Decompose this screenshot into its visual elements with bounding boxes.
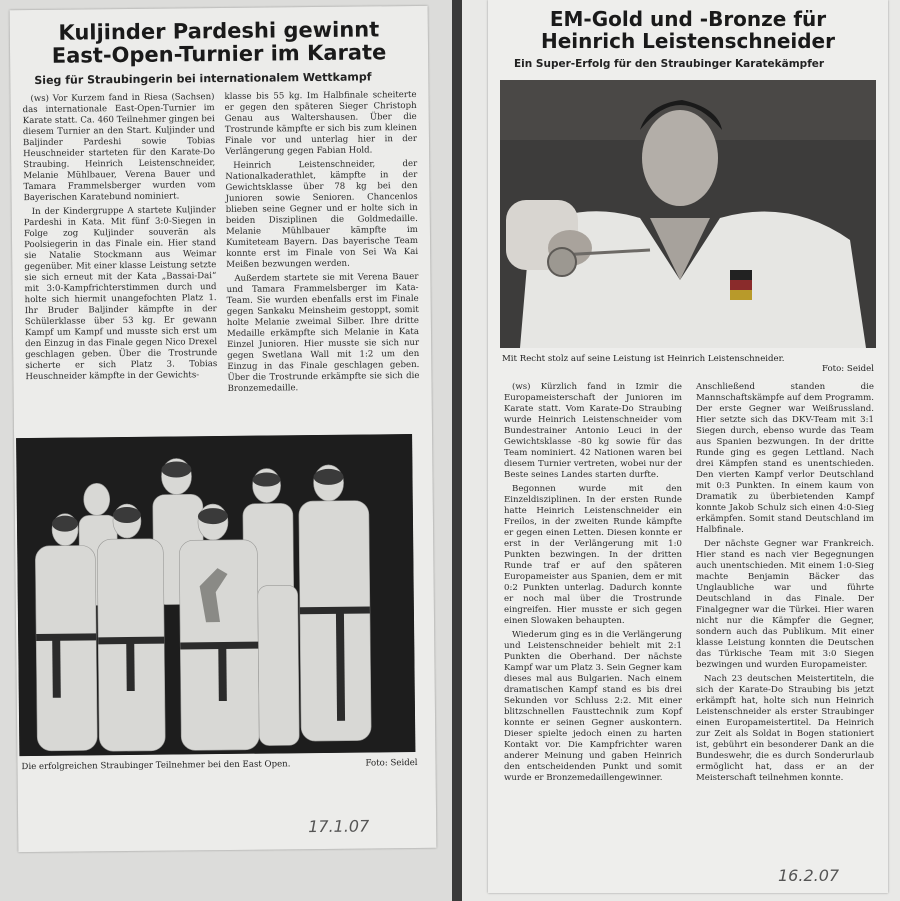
right-col1-paragraph: Begonnen wurde mit den Einzeldisziplinen. In der ersten Runde hatte Heinrich Leistenschneider ein Freilos, in der zweiten Runde kämpfte er gegen einen Letten. Diesen konnte er erst in der Verlängerung mit 1:0 Punkten bezwingen. In der dritten Runde traf er auf den späteren Europameister aus Spanien, dem er mit 0:2 Punkten unterlag. Dadurch konnte er noch mal über die Trostrunde eingreifen. Hier musste er sich gegen einen Slowaken behaupten. bbox=[504, 484, 682, 626]
team-photo bbox=[16, 434, 415, 756]
left-column-1 bbox=[22, 92, 217, 424]
right-col1-paragraph: (ws) Kürzlich fand in Izmir die Europameisterschaft der Junioren im Karate statt. Vom Karate-Do Straubing wurde Heinrich Leistenschneider vom Bundestrainer Antonio Leuci in der Gewichtsklasse -80 kg sowie für das Team nominiert. 42 Nationen waren bei diesem Turnier vertreten, wobei nur der Beste seines Landes starten durfte. bbox=[504, 382, 682, 480]
left-column-2 bbox=[224, 90, 419, 422]
right-col2-paragraph: Anschließend standen die Mannschaftskämpfe auf dem Programm. Der erste Gegner war Weißrussland. Hier setzte sich das DKV-Team mit 3:1 Siegen durch, ebenso wurde das Team aus Spanien bezwungen. In der dritte Runde ging es gegen Lettland. Nach drei Kämpfen stand es unentschieden. Den vierten Kampf verlor Deutschland mit 0:3 Punkten. In einem kaum von Dramatik zu überbietenden Kampf konnte Jakob Schulz sich einen 4:0-Sieg erkämpfen. Somit stand Deutschland im Halbfinale. bbox=[696, 382, 874, 535]
right-headline-line2: Heinrich Leistenschneider bbox=[540, 29, 835, 53]
right-newspaper-clipping bbox=[488, 0, 888, 893]
left-col2-paragraph: Heinrich Leistenschneider, der Nationalkaderathlet, kämpfte in der Gewichtsklasse über 78 kg bei den Junioren sowie Senioren. Chancenlos blieben seine Gegner und er holte sich in beiden Disziplinen die Goldmedaille. Melanie Mühlbauer kämpfte im Kumiteteam Bayern. Das bayerische Team konnte erst im Finale von Sei Wa Kai Meißen bezwungen werden. bbox=[225, 158, 419, 270]
right-column-2 bbox=[696, 382, 874, 882]
left-handwritten-date: 17.1.07 bbox=[308, 816, 370, 837]
right-caption-text: Mit Recht stolz auf seine Leistung ist Heinrich Leistenschneider. bbox=[502, 354, 785, 364]
left-headline-line2: East-Open-Turnier im Karate bbox=[51, 40, 387, 68]
left-article-body bbox=[22, 90, 419, 424]
left-col2-paragraph: klasse bis 55 kg. Im Halbfinale scheiterte er gegen den späteren Sieger Christoph Genau aus Waltershausen. Über die Trostrunde kämpfte er sich bis zum kleinen Finale vor und unterlag hier in der Verlängerung gegen Fabian Hold. bbox=[224, 89, 418, 157]
right-col2-paragraph: Der nächste Gegner war Frankreich. Hier stand es nach vier Begegnungen auch unentschieden. Mit einem 1:0-Sieg machte Benjamin Bäcker das Unglaubliche war und führte Deutschland in das Finale. Der Finalgegner war die Türkei. Hier waren nicht nur die Kämpfer die Gegner, sondern auch das Publikum. Mit einer klasse Leistung konnten die Deutschen das Türkische Team mit 3:0 Siegen bezwingen und wurden Europameister. bbox=[696, 539, 874, 670]
right-headline bbox=[488, 8, 888, 52]
right-headline-line1: EM-Gold und -Bronze für bbox=[549, 7, 827, 31]
left-headline bbox=[10, 18, 428, 68]
right-column-1 bbox=[504, 382, 682, 882]
right-col2-paragraph: Nach 23 deutschen Meistertiteln, die sich der Karate-Do Straubing bis jetzt erkämpft hat, holte sich nun Heinrich Leistenschneider als erster Straubinger einen Europameistertitel. Da Heinrich zur Zeit als Soldat in Bogen stationiert ist, gebührt ein besonderer Dank an die Bundeswehr, die es durch Sonderurlaub ermöglicht hat, dass er an der Meisterschaft teilnehmen konnte. bbox=[696, 674, 874, 783]
right-article-body bbox=[504, 382, 874, 882]
athlete-photo-graphic bbox=[500, 80, 876, 348]
athlete-photo-caption bbox=[502, 354, 874, 374]
left-newspaper-clipping bbox=[10, 6, 437, 852]
left-headline-line1: Kuljinder Pardeshi gewinnt bbox=[58, 17, 380, 45]
team-photo-caption bbox=[21, 758, 417, 772]
left-col1-paragraph: (ws) Vor Kurzem fand in Riesa (Sachsen) das internationale East-Open-Turnier im Karate statt. Ca. 460 Teilnehmer gingen bei diesem Turnier an den Start. Kuljinder und Baljinder Pardeshi sowie Tobias Heuschneider starteten für den Karate-Do Straubing. Heinrich Leistenschneider, Melanie Mühlbauer, Verena Bauer und Tamara Frammelsberger wurden vom Bayerischen Karatebund nominiert. bbox=[22, 92, 216, 204]
team-photo-graphic bbox=[16, 434, 415, 756]
right-col1-paragraph: Wiederum ging es in die Verlängerung und Leistenschneider behielt mit 2:1 Punkten die Oberhand. Der nächste Kampf war um Platz 3. Sein Gegner kam dieses mal aus Bulgarien. Nach einem dramatischen Kampf stand es bis drei Sekunden vor Schluss 2:2. Mit einer blitzschnellen Fausttechnik zum Kopf konnte er seinen Gegner auskontern. Dieser spielte jedoch einen zu harten Kontakt vor. Die Kampfrichter waren anderer Meinung und gaben Heinrich den entscheidenden Punkt und somit wurde er Bronzemedaillengewinner. bbox=[504, 630, 682, 783]
left-subheadline: Sieg für Straubingerin bei internationalem Wettkampf bbox=[34, 70, 372, 87]
right-handwritten-date: 16.2.07 bbox=[778, 866, 840, 885]
left-col2-paragraph: Außerdem startete sie mit Verena Bauer und Tamara Frammelsberger im Kata-Team. Sie wurden ebenfalls erst im Finale gegen Sankaku Meinsheim gestoppt, somit holte Melanie zweimal Silber. Ihre dritte Medaille erkämpfte sich Melanie in Kata Einzel Junioren. Hier musste sie sich nur gegen Swetlana Wall mit 1:2 um den Einzug in das Finale geschlagen geben. Über die Trostrunde erkämpfte sie sich die Bronzemedaille. bbox=[226, 271, 420, 394]
athlete-photo bbox=[500, 80, 876, 348]
right-subheadline: Ein Super-Erfolg für den Straubinger Karatekämpfer bbox=[514, 58, 825, 70]
right-photo-credit: Foto: Seidel bbox=[822, 364, 874, 374]
left-caption-text: Die erfolgreichen Straubinger Teilnehmer bei den East Open. bbox=[21, 759, 291, 773]
left-col1-paragraph: In der Kindergruppe A startete Kuljinder Pardeshi in Kata. Mit fünf 3:0-Siegen in Folge zog Kuljinder souverän als Poolsiegerin in das Finale ein. Hier stand sie Natalie Stockmann aus Weimar gegenüber. Mit einer klasse Leistung setzte sie sich erneut mit der Kata „Bassai-Dai“ mit 3:0-Kampfrichterstimmen durch und holte sich hiermit unangefochten Platz 1. Ihr Bruder Baljinder kämpfte in der Schülerklasse über 53 kg. Er gewann Kampf um Kampf und musste sich erst um den Einzug in das Finale gegen Nico Drexel geschlagen geben. Über die Trostrunde sicherte er sich Platz 3. Tobias Heuschneider kämpfte in der Gewichts- bbox=[23, 205, 218, 383]
left-photo-credit: Foto: Seidel bbox=[365, 757, 418, 769]
